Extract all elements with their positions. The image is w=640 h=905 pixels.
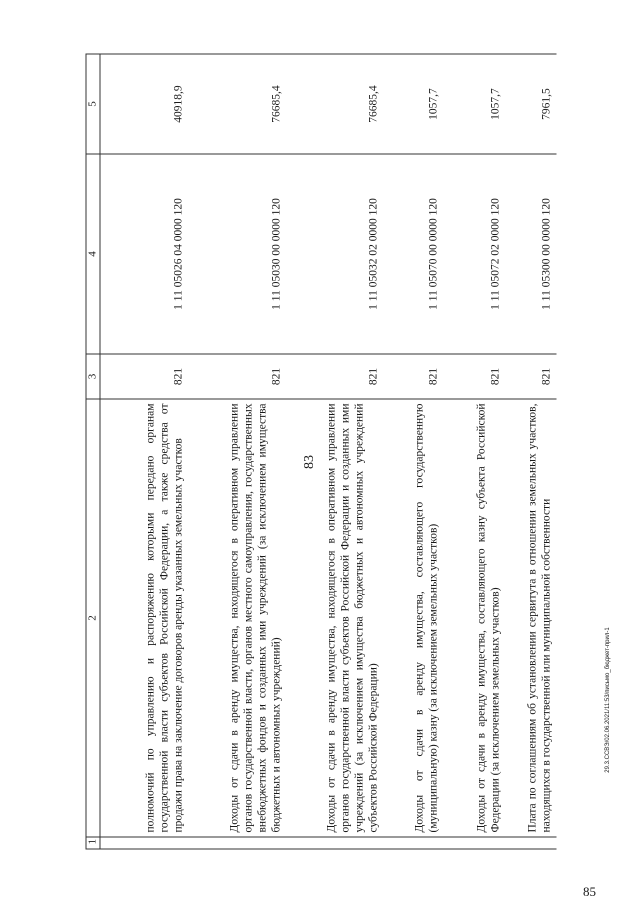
table-row [188, 54, 286, 849]
column-header-2: 2 [86, 399, 100, 837]
page-number-bottom: 85 [583, 884, 596, 899]
row-admin-code: 821 [188, 354, 286, 399]
row-number [100, 837, 188, 849]
table-row [286, 54, 383, 849]
row-amount: 1057,7 [443, 54, 505, 154]
document-side-note: 29.3.ССВЭ/02.06.2021/11:53/письмо_бюджет-прил-1 [605, 627, 611, 773]
row-amount: 76685,4 [286, 54, 383, 154]
column-header-4: 4 [86, 154, 100, 354]
row-description: Плата по соглашениям об установлении сервитута в отношении земельных участков, находящихся в государственной или муниципальной собственности [505, 399, 556, 837]
row-admin-code: 821 [383, 354, 443, 399]
table-row [100, 54, 188, 849]
row-admin-code: 821 [100, 354, 188, 399]
row-budget-code: 1 11 05300 00 0000 120 [505, 154, 556, 354]
row-description: Доходы от сдачи в аренду имущества, находящегося в оперативном управлении органов государственной власти, органов местного самоуправления, государственных внебюджетных фондов и созданных ими учреждений (за исключением имущества бюджетных и автономных учреждений) [188, 399, 286, 837]
column-header-3: 3 [86, 354, 100, 399]
row-budget-code: 1 11 05070 00 0000 120 [383, 154, 443, 354]
row-amount: 7961,5 [505, 54, 556, 154]
row-amount: 1057,7 [383, 54, 443, 154]
row-description: Доходы от сдачи в аренду имущества, составляющего казну субъекта Российской Федерации (за исключением земельных участков) [443, 399, 505, 837]
row-admin-code: 821 [286, 354, 383, 399]
budget-table-rotated [85, 55, 555, 850]
row-description: полномочий по управлению и распоряжению которыми передано органам государственной власти субъектов Российской Федерации, а также средства от продажи права на заключение договоров аренды указанных земельных участков [100, 399, 188, 837]
page-number-top: 83 [302, 455, 317, 469]
row-number [188, 837, 286, 849]
row-admin-code: 821 [443, 354, 505, 399]
budget-table [85, 54, 556, 850]
table-row [383, 54, 443, 849]
row-description: Доходы от сдачи в аренду имущества, составляющего государственную (муниципальную) казну (за исключением земельных участков) [383, 399, 443, 837]
row-amount: 76685,4 [188, 54, 286, 154]
column-header-5: 5 [86, 54, 100, 154]
table-header-row [86, 54, 100, 849]
row-number [383, 837, 443, 849]
table-row [443, 54, 505, 849]
column-header-1: 1 [86, 837, 100, 849]
row-number [443, 837, 505, 849]
row-amount: 40918,9 [100, 54, 188, 154]
row-admin-code: 821 [505, 354, 556, 399]
row-budget-code: 1 11 05026 04 0000 120 [100, 154, 188, 354]
row-budget-code: 1 11 05072 02 0000 120 [443, 154, 505, 354]
row-number [505, 837, 556, 849]
table-row [505, 54, 556, 849]
row-budget-code: 1 11 05032 02 0000 120 [286, 154, 383, 354]
row-number [286, 837, 383, 849]
row-description: Доходы от сдачи в аренду имущества, находящегося в оперативном управлении органов государственной власти субъектов Российской Федерации и созданных ими учреждений (за исключением имущества бюджетных и автономных учреждений субъектов Российской Федерации) [286, 399, 383, 837]
row-budget-code: 1 11 05030 00 0000 120 [188, 154, 286, 354]
